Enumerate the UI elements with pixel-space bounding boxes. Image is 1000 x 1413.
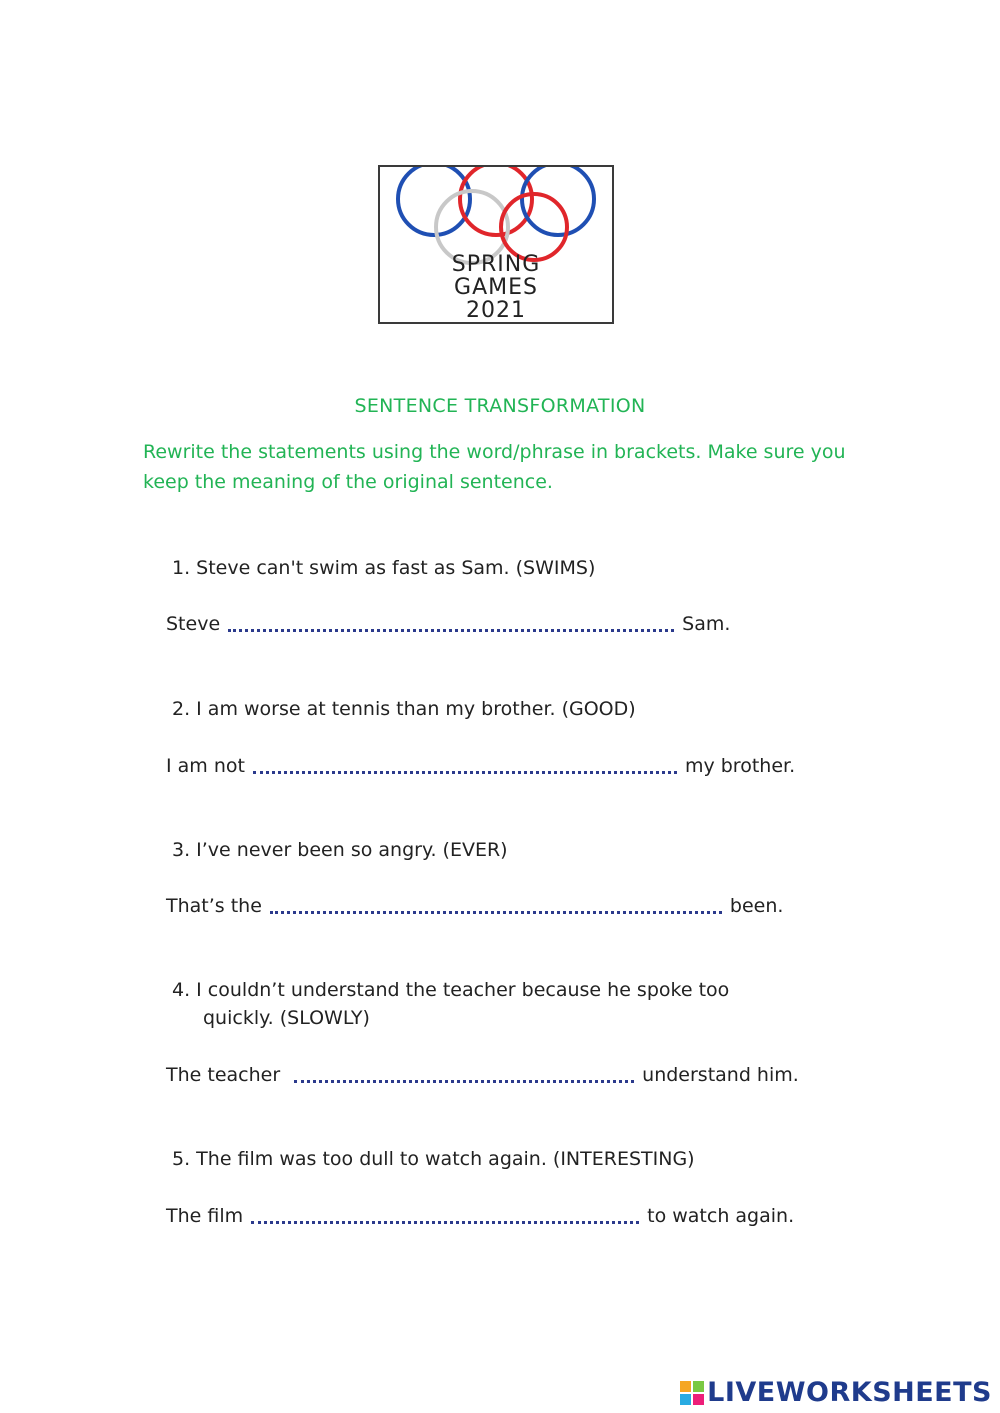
question-1-prompt: 1. Steve can't swim as fast as Sam. (SWIMS) — [172, 557, 596, 579]
logo-line-spring: SPRING — [451, 252, 541, 277]
instructions: Rewrite the statements using the word/phrase in brackets. Make sure you keep the meaning of the original sentence. — [143, 441, 846, 493]
question-3-answer-row — [166, 895, 783, 917]
question-1-answer-row — [166, 613, 730, 635]
answer-5-blank[interactable] — [251, 1207, 639, 1224]
question-4-prompt-line1: 4. I couldn’t understand the teacher because he spoke too — [172, 979, 730, 1001]
answer-1-blank[interactable] — [228, 615, 674, 632]
answer-suffix: been. — [729, 895, 784, 917]
answer-prefix: That’s the — [166, 895, 262, 917]
question-2-answer-row — [166, 755, 795, 777]
question-5-answer-row — [166, 1205, 794, 1227]
answer-prefix: The film — [166, 1205, 244, 1227]
question-2-prompt: 2. I am worse at tennis than my brother. (GOOD) — [172, 698, 636, 720]
spring-games-logo — [378, 165, 614, 324]
liveworksheets-logo-icon — [679, 1380, 705, 1406]
brand-text: LIVEWORKSHEETS — [707, 1377, 992, 1408]
question-4-answer-row — [166, 1064, 799, 1086]
answer-suffix: Sam. — [682, 613, 731, 635]
answer-suffix: to watch again. — [647, 1205, 795, 1227]
question-3-prompt: 3. I’ve never been so angry. (EVER) — [172, 839, 508, 861]
answer-3-blank[interactable] — [270, 897, 722, 914]
question-5-prompt: 5. The film was too dull to watch again. (INTERESTING) — [172, 1148, 695, 1170]
answer-suffix: understand him. — [642, 1064, 799, 1086]
page-title: SENTENCE TRANSFORMATION — [354, 395, 646, 417]
liveworksheets-brand[interactable] — [679, 1377, 992, 1408]
logo-line-year: 2021 — [466, 298, 526, 323]
answer-prefix: Steve — [166, 613, 221, 635]
answer-prefix: The teacher — [166, 1064, 281, 1086]
answer-4-blank[interactable] — [294, 1066, 634, 1083]
answer-suffix: my brother. — [684, 755, 796, 777]
answer-2-blank[interactable] — [253, 757, 677, 774]
question-4-prompt-line2: quickly. (SLOWLY) — [203, 1007, 370, 1029]
logo-line-games: GAMES — [454, 275, 538, 300]
answer-prefix: I am not — [166, 755, 245, 777]
